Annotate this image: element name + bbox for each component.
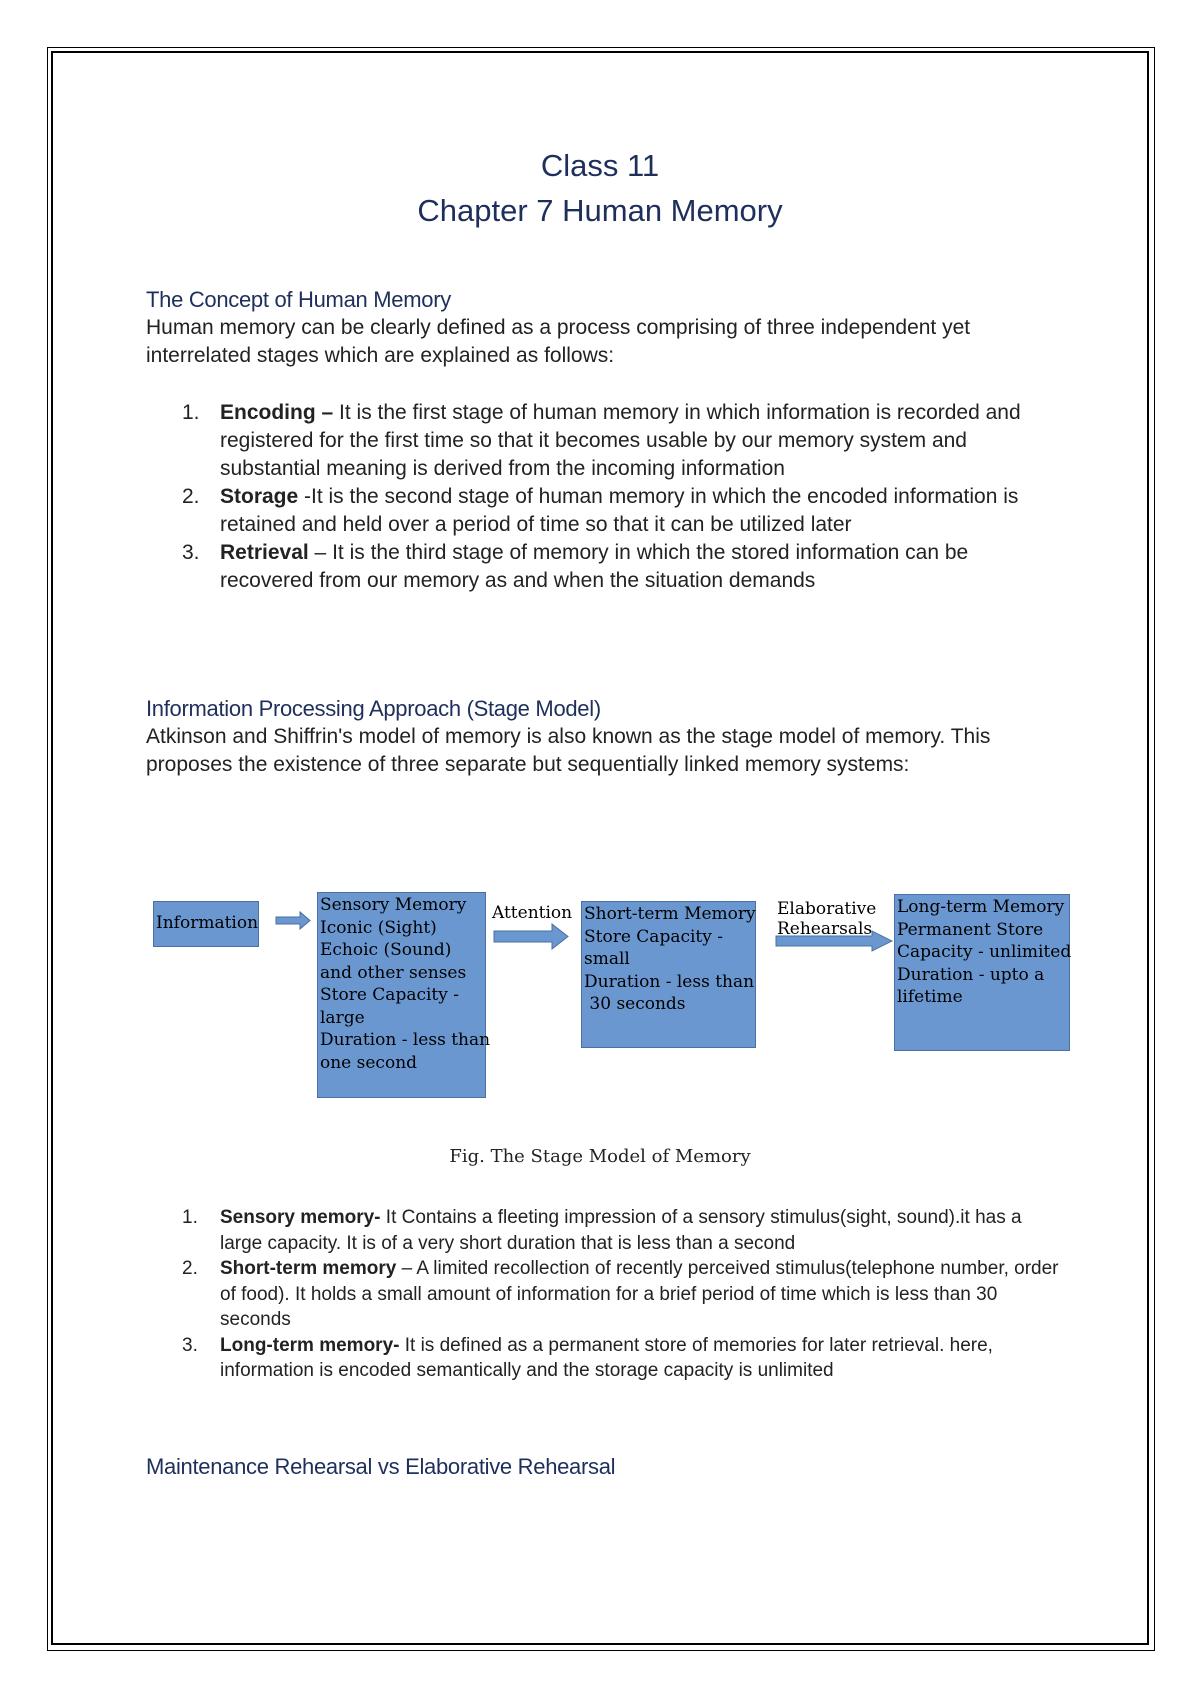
list-term: Sensory memory- (220, 1207, 381, 1228)
long-term-line: Duration - upto a (897, 964, 1045, 985)
sensory-line: Echoic (Sound) (320, 940, 452, 960)
information-box (153, 901, 259, 947)
sensory-line: and other senses (320, 962, 467, 983)
list-number: 3. (182, 1334, 198, 1356)
list-number: 3. (182, 541, 200, 564)
list-item (146, 483, 1066, 539)
short-term-line: small (584, 949, 630, 969)
long-term-memory-box (894, 894, 1070, 1051)
list-term: Encoding – (220, 401, 334, 424)
list-text: -It is the second stage of human memory in which the encoded information is retained and held over a period of time so that it can be utilized later (220, 485, 1019, 536)
short-term-line: Short-term Memory (584, 904, 756, 924)
list-text: It is the first stage of human memory in which information is recorded and registered for the first time so that it becomes usable by our memory system and substantial meaning is derived from the incoming information (220, 401, 1021, 480)
short-term-line: 30 seconds (584, 994, 686, 1014)
approach-intro: Atkinson and Shiffrin's model of memory is also known as the stage model of memory. This proposes the existence of three separate but sequentially linked memory systems: (146, 725, 991, 776)
long-term-line: Capacity - unlimited (897, 942, 1072, 962)
rehearsal-heading: Maintenance Rehearsal vs Elaborative Rehearsal (146, 1454, 616, 1479)
information-label: Information (156, 913, 259, 933)
short-term-line: Duration - less than (584, 971, 755, 992)
list-term: Storage (220, 485, 299, 508)
list-item (146, 539, 1066, 595)
memory-systems-list (146, 1205, 1066, 1384)
list-item (146, 399, 1066, 483)
sensory-line: Sensory Memory (320, 895, 467, 915)
figure-caption: Fig. The Stage Model of Memory (449, 1146, 751, 1167)
list-text: It is defined as a permanent store of memories for later retrieval. here, information is encoded semantically and the storage capacity is unlimited (220, 1334, 993, 1381)
list-term: Retrieval (220, 541, 309, 564)
list-number: 1. (182, 1207, 198, 1228)
list-term: Long-term memory- (220, 1334, 400, 1356)
list-text: It Contains a fleeting impression of a sensory stimulus(sight, sound).it has a large capacity. It is of a very short duration that is less than a second (220, 1207, 1022, 1254)
sensory-line: Iconic (Sight) (320, 917, 437, 938)
long-term-line: lifetime (897, 987, 963, 1007)
elaborative-line: Elaborative (777, 899, 877, 919)
sensory-line: Duration - less than (320, 1030, 491, 1050)
short-term-memory-box (581, 901, 756, 1048)
list-item (146, 1333, 1066, 1384)
concept-heading: The Concept of Human Memory (146, 287, 451, 312)
list-term: Short-term memory (220, 1258, 397, 1279)
approach-heading: Information Processing Approach (Stage Model) (146, 696, 601, 721)
list-text: – A limited recollection of recently perceived stimulus(telephone number, order of food). It holds a small amount of information for a brief period of time which is less than 30 seconds (220, 1258, 1059, 1330)
attention-label: Attention (492, 903, 573, 923)
chapter-title: Chapter 7 Human Memory (417, 193, 783, 228)
sensory-line: large (320, 1007, 365, 1028)
short-term-line: Store Capacity - (584, 926, 724, 947)
list-text: – It is the third stage of memory in which the stored information can be recovered from our memory as and when the situation demands (220, 541, 969, 592)
list-number: 1. (182, 401, 200, 424)
attention-arrow (494, 923, 570, 951)
elaborative-arrow (776, 930, 894, 954)
list-item (146, 1256, 1066, 1333)
list-item (146, 1205, 1066, 1256)
long-term-line: Long-term Memory (897, 897, 1065, 917)
sensory-memory-box (317, 892, 491, 1098)
elaborative-line: Rehearsals (777, 919, 873, 939)
class-title: Class 11 (540, 148, 660, 183)
arrow-to-sensory (276, 911, 312, 931)
sensory-line: Store Capacity - (320, 985, 460, 1005)
long-term-line: Permanent Store (897, 919, 1044, 940)
concept-intro: Human memory can be clearly defined as a process comprising of three independent yet interrelated stages which are explained as follows: (146, 316, 971, 367)
sensory-line: one second (320, 1052, 418, 1073)
memory-stages-list (146, 399, 1066, 595)
list-number: 2. (182, 1258, 198, 1279)
list-number: 2. (182, 485, 200, 508)
